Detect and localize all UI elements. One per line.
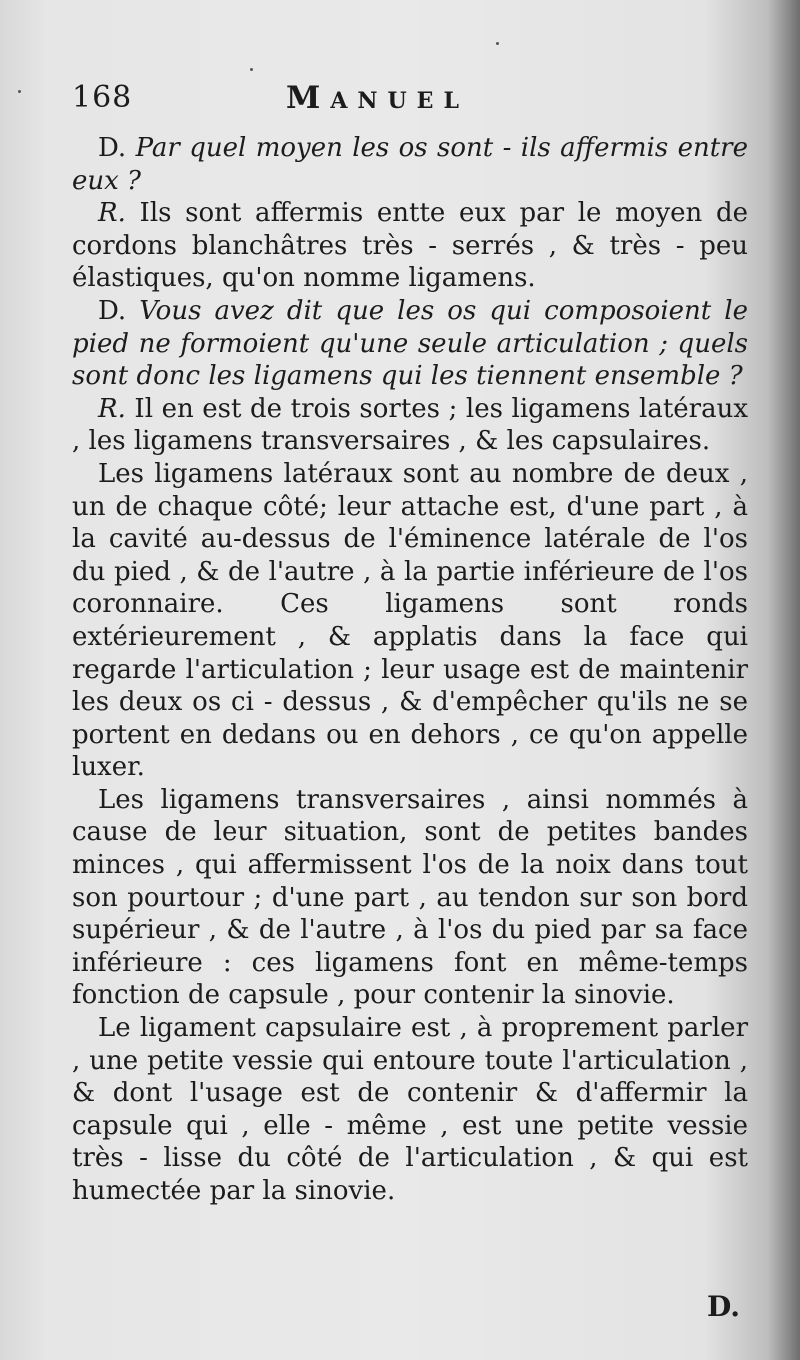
answer-text: Il en est de trois sortes ; les ligamens latéraux , les ligamens transversaires , & les capsulaires. — [72, 393, 749, 457]
body-paragraph: Les ligamens transversaires , ainsi nommés à cause de leur situation, sont de petites bandes minces , qui affermissent l'os de la noix dans tout son pourtour ; d'une part , au tendon sur son bord supérieur , & de l'autre , à l'os du pied par sa face inférieure : ces ligamens font en même-temps fonction de capsule , pour contenir la sinovie. — [72, 784, 748, 1011]
page-body — [72, 132, 748, 1208]
speaker-mark: R. — [98, 393, 126, 424]
answer-paragraph — [72, 393, 748, 458]
question-text: Vous avez dit que les os qui composoient le pied ne formoient qu'une seule articulation ; quels sont donc les ligamens qui les tiennent ensemble ? — [72, 295, 749, 392]
speaker-mark: D. — [98, 295, 127, 326]
catchword: D. — [706, 1290, 740, 1323]
ink-speck — [496, 42, 499, 45]
question-paragraph — [72, 295, 748, 393]
ink-speck — [250, 68, 253, 71]
running-header — [72, 72, 748, 132]
question-paragraph — [72, 132, 748, 197]
speaker-mark: R. — [98, 198, 126, 229]
body-paragraph: Le ligament capsulaire est , à proprement parler , une petite vessie qui entoure toute l'articulation , & dont l'usage est de contenir & d'affermir la capsule qui , elle - même , est une petite vessie très - lisse du côté de l'articulation , & qui est humectée par la sinovie. — [72, 1013, 748, 1206]
page-text — [72, 72, 748, 1208]
question-text: Par quel moyen les os sont - ils affermis entre eux ? — [72, 133, 748, 196]
page-number: 168 — [72, 80, 133, 115]
body-paragraph: Les ligamens latéraux sont au nombre de deux , un de chaque côté; leur attache est, d'une part , à la cavité au-dessus de l'éminence latérale de l'os du pied , & de l'autre , à la partie inférieure de l'os coronnaire. Ces ligamens sont ronds extérieurement , & applatis dans la face qui regarde l'articulation ; leur usage est de maintenir les deux os ci - dessus , & d'empêcher qu'ils ne se portent en dedans ou en dehors , ce qu'on appelle luxer. — [72, 458, 748, 783]
answer-paragraph — [72, 197, 748, 295]
answer-text: Ils sont affermis entte eux par le moyen de cordons blanchâtres très - serrés , & très - peu élastiques, qu'on nomme ligamens. — [72, 198, 748, 294]
ink-speck — [18, 90, 21, 93]
running-title: Manuel — [286, 80, 469, 116]
speaker-mark: D. — [98, 133, 127, 163]
